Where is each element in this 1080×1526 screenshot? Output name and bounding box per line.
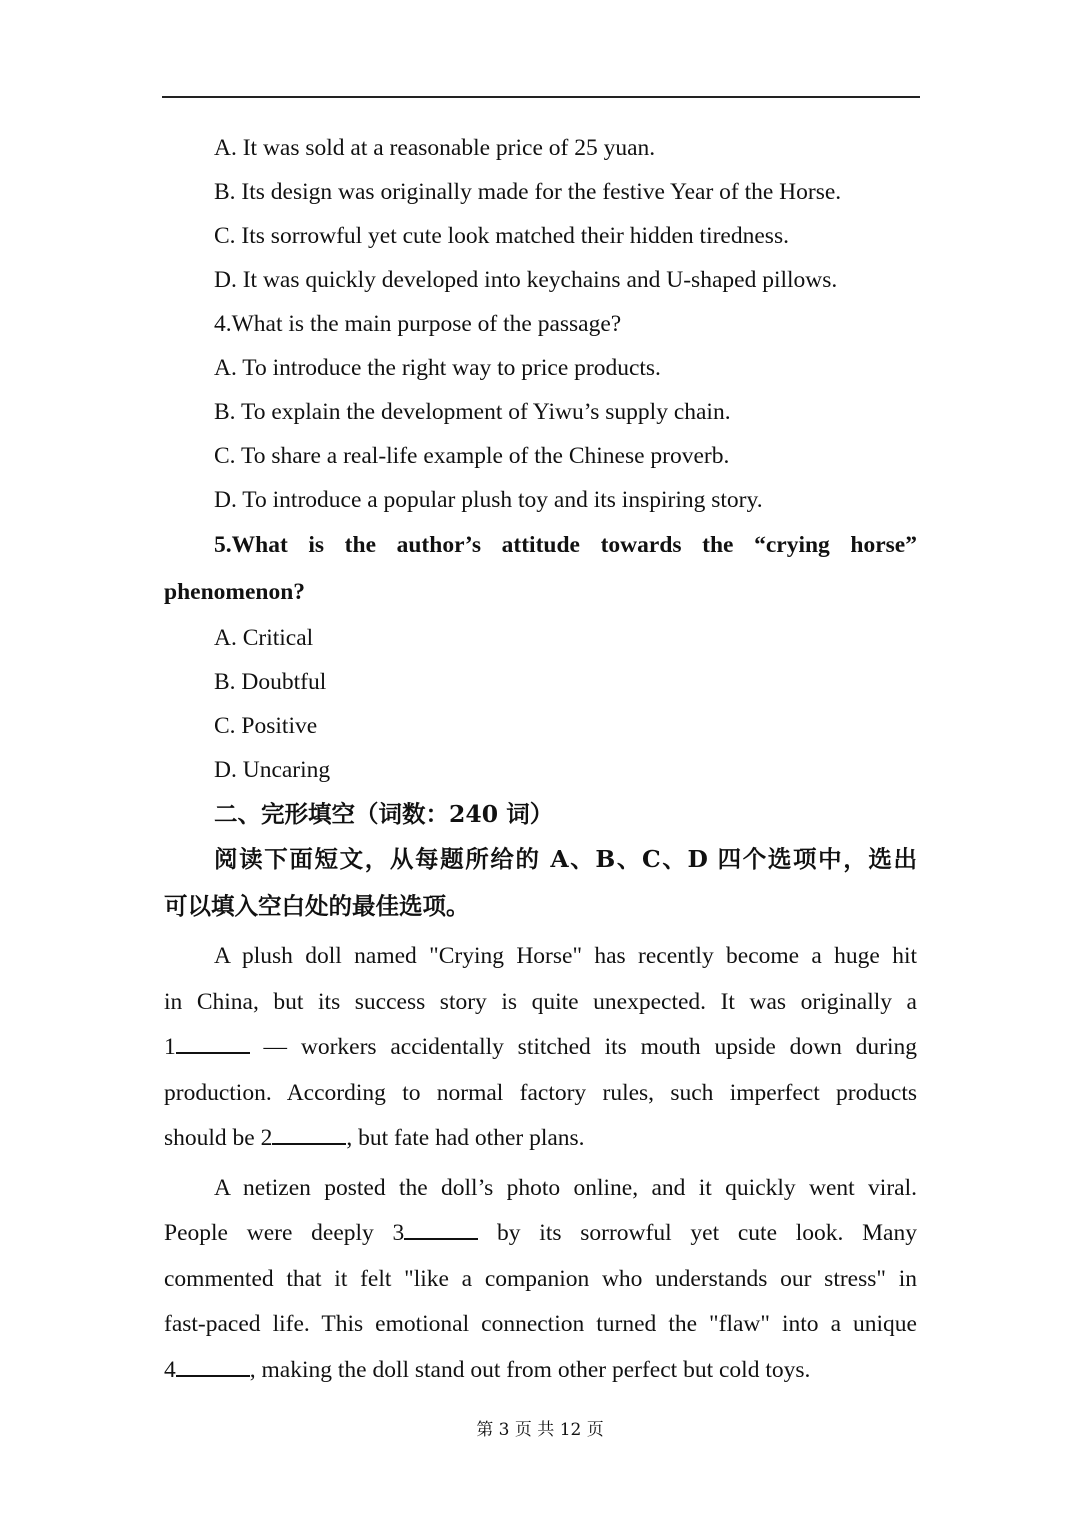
p2-line5-text: , making the doll stand out from other perfect but cold toys. xyxy=(249,1356,811,1383)
passage-paragraph-2 xyxy=(164,1166,917,1394)
passage-paragraph-1 xyxy=(164,934,917,1162)
page-footer: 第 3 页 共 12 页 xyxy=(476,1420,604,1440)
q5-question xyxy=(164,522,917,616)
q5-question-line1: 5.What is the author’s attitude towards the “crying horse” xyxy=(214,532,917,558)
q3-option-d: D. It was quickly developed into keychains and U-shaped pillows. xyxy=(214,267,838,293)
q3-option-a: A. It was sold at a reasonable price of 25 yuan. xyxy=(214,135,656,161)
header-rule xyxy=(162,96,920,98)
q4-question: 4.What is the main purpose of the passage? xyxy=(214,311,622,337)
p2-line5 xyxy=(164,1348,917,1394)
blank-1[interactable] xyxy=(176,1032,250,1054)
q3-option-c: C. Its sorrowful yet cute look matched their hidden tiredness. xyxy=(214,223,789,249)
blank-4-number: 4 xyxy=(164,1356,176,1383)
q4-option-b: B. To explain the development of Yiwu’s supply chain. xyxy=(214,399,731,425)
blank-4[interactable] xyxy=(176,1355,250,1377)
q4-option-c: C. To share a real-life example of the Chinese proverb. xyxy=(214,443,730,469)
p1-line5-text-a: should be 2 xyxy=(164,1125,273,1151)
q5-option-d: D. Uncaring xyxy=(214,757,331,783)
q4-option-a: A. To introduce the right way to price products. xyxy=(214,355,661,381)
p1-line5-text-b: , but fate had other plans. xyxy=(346,1125,585,1151)
q5-option-b: B. Doubtful xyxy=(214,669,327,695)
p1-line1: A plush doll named "Crying Horse" has recently become a huge hit xyxy=(214,943,917,969)
instruction-line2: 可以填入空白处的最佳选项。 xyxy=(164,892,470,920)
p2-line1: A netizen posted the doll’s photo online, and it quickly went viral. xyxy=(214,1174,917,1201)
p2-line3: commented that it felt "like a companion who understands our stress" in xyxy=(164,1265,917,1292)
p1-line3 xyxy=(164,1025,917,1071)
p1-line4: production. According to normal factory rules, such imperfect products xyxy=(164,1079,917,1106)
page-content xyxy=(164,126,917,1393)
p2-line2-text-a: People were deeply 3 xyxy=(164,1220,405,1246)
q4-option-d: D. To introduce a popular plush toy and its inspiring story. xyxy=(214,487,763,513)
section-heading: 二、完形填空（词数：240 词） xyxy=(214,800,554,828)
instruction-line1: 阅读下面短文，从每题所给的 A、B、C、D 四个选项中，选出 xyxy=(214,845,917,873)
blank-2[interactable] xyxy=(272,1123,346,1145)
q5-option-c: C. Positive xyxy=(214,713,318,739)
q5-question-line2: phenomenon? xyxy=(164,579,306,605)
q3-option-b: B. Its design was originally made for the festive Year of the Horse. xyxy=(214,179,842,205)
q5-option-a: A. Critical xyxy=(214,625,314,651)
section-instruction xyxy=(164,836,917,930)
p2-line2 xyxy=(164,1211,917,1257)
blank-1-number: 1 xyxy=(164,1034,176,1060)
p1-line5 xyxy=(164,1116,917,1162)
p2-line2-text-b: by its sorrowful yet cute look. Many xyxy=(478,1220,917,1246)
p1-line3-text: — workers accidentally stitched its mouth upside down during xyxy=(249,1034,917,1060)
p2-line4: fast-paced life. This emotional connection turned the "flaw" into a unique xyxy=(164,1311,917,1337)
blank-3[interactable] xyxy=(404,1218,478,1240)
p1-line2: in China, but its success story is quite unexpected. It was originally a xyxy=(164,988,917,1015)
